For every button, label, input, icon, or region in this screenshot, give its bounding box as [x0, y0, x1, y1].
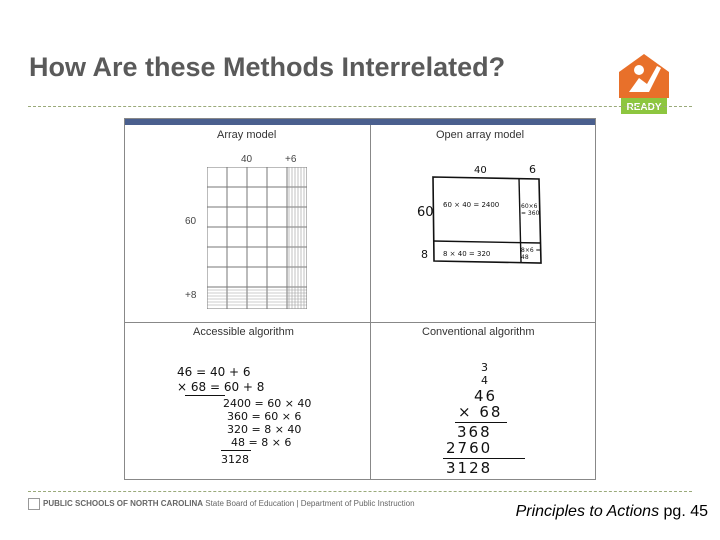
array-side-label: +8 [185, 290, 197, 301]
conventional-line: 4 [481, 374, 488, 387]
open-array-cell: 8×6 = 48 [521, 247, 541, 261]
array-model-title: Array model [217, 129, 277, 141]
footer-dept: State Board of Education | Department of Public Instruction [205, 499, 415, 509]
array-side-label: 60 [185, 216, 197, 227]
array-top-label: 40 [241, 154, 253, 165]
accessible-line: 2400 = 60 × 40 [223, 397, 312, 410]
top-divider [28, 106, 692, 107]
accessible-algorithm-title: Accessible algorithm [193, 326, 294, 338]
figure-col-divider [370, 125, 371, 479]
open-array-top-label: 6 [529, 163, 536, 176]
methods-figure [124, 118, 596, 480]
open-array-title: Open array model [436, 129, 525, 141]
source-reference [516, 503, 708, 521]
open-array-cell: 8 × 40 = 320 [443, 250, 491, 258]
conventional-line: 46 [474, 387, 498, 405]
open-array-top-label: 40 [474, 165, 487, 176]
accessible-line: × 68 = 60 + 8 [177, 380, 265, 394]
footer-org-name: PUBLIC SCHOOLS OF NORTH CAROLINA [43, 499, 203, 509]
conventional-line: 3 [481, 361, 488, 374]
accessible-line: 360 = 60 × 6 [227, 410, 302, 423]
footer-org [28, 498, 415, 510]
figure-header-bar [125, 119, 595, 125]
conventional-algorithm-title: Conventional algorithm [422, 326, 535, 338]
open-array-side-label: 8 [421, 248, 428, 261]
conventional-line: 2760 [446, 439, 493, 457]
source-title: Principles to Actions [515, 503, 660, 520]
accessible-rule [221, 450, 251, 451]
open-array-cell: 60 × 40 = 2400 [443, 201, 500, 209]
accessible-line: 320 = 8 × 40 [227, 423, 302, 436]
slide-title: How Are these Methods Interrelated? [29, 52, 506, 82]
figure-row-divider [125, 322, 595, 323]
conventional-line: 368 [457, 423, 492, 441]
open-array-cell: 60×6 = 360 [521, 203, 540, 217]
open-array-side-label: 60 [417, 205, 434, 220]
accessible-line: 48 = 8 × 6 [231, 436, 292, 449]
bottom-divider [28, 491, 692, 492]
logo-text: READY [626, 102, 662, 113]
state-seal-icon [28, 498, 40, 510]
accessible-line: 3128 [221, 453, 249, 466]
array-grid [207, 167, 307, 309]
conventional-line: 3128 [446, 459, 493, 477]
accessible-rule [185, 395, 225, 396]
conventional-line: × 68 [458, 403, 503, 421]
source-page: pg. 45 [663, 503, 708, 520]
accessible-line: 46 = 40 + 6 [177, 365, 251, 379]
array-top-label: +6 [285, 154, 297, 165]
